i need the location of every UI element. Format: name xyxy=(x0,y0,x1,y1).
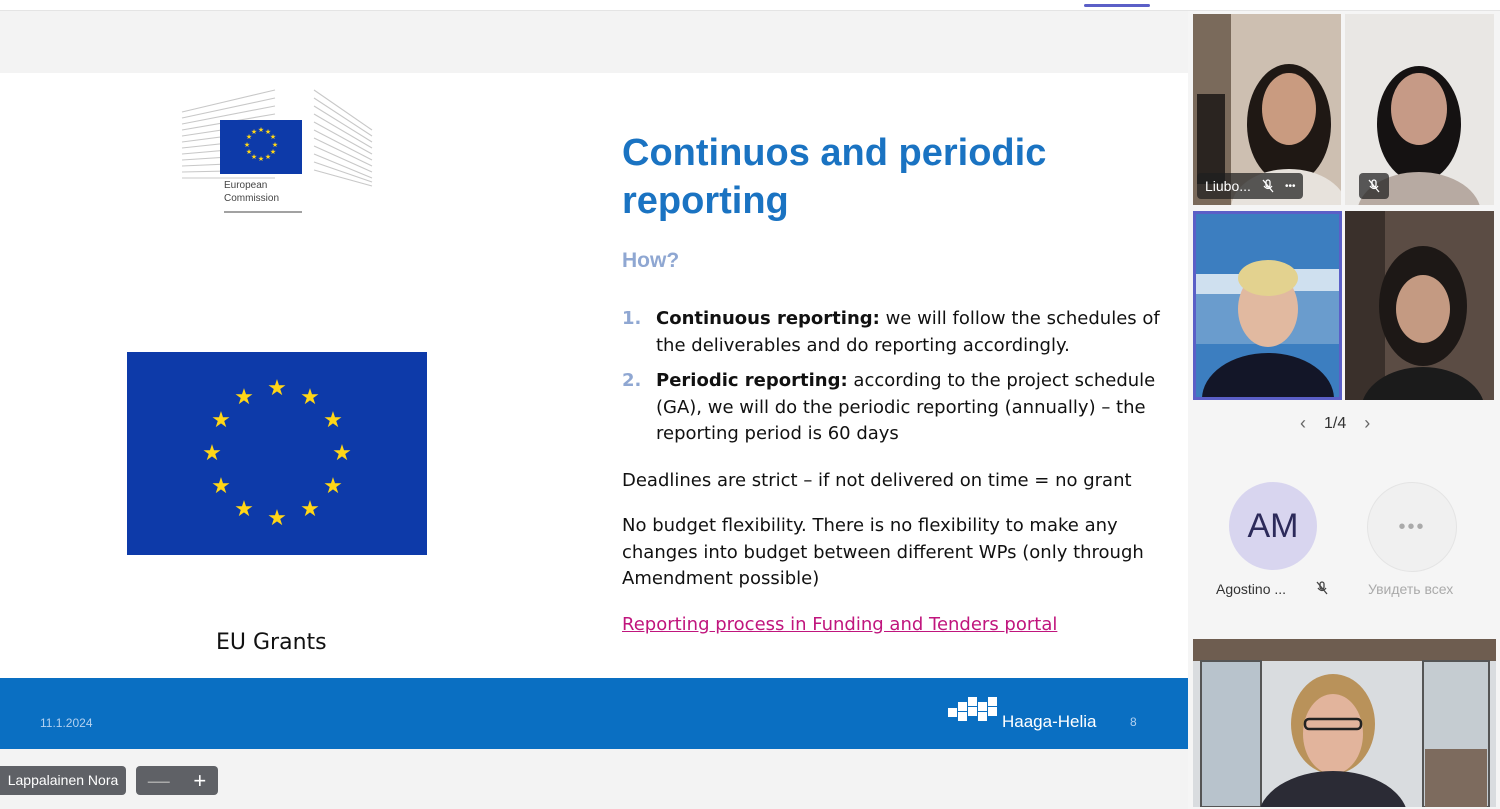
svg-text:★: ★ xyxy=(264,153,272,161)
see-all-label[interactable]: Увидеть всех xyxy=(1368,581,1454,597)
budget-paragraph: No budget flexibility. There is no flexibility to make any changes into budget between different WPs (only through Amendment possible) xyxy=(622,515,1144,589)
slide-body xyxy=(622,306,1162,638)
participant-label xyxy=(1197,173,1303,199)
svg-text:★: ★ xyxy=(211,408,231,433)
mic-muted-icon xyxy=(1367,179,1381,193)
svg-text:★: ★ xyxy=(234,497,254,522)
active-tab-indicator xyxy=(1084,4,1150,7)
svg-text:★: ★ xyxy=(250,128,258,136)
shared-screen-area xyxy=(0,11,1188,809)
svg-text:★: ★ xyxy=(243,141,251,149)
list-number: 1. xyxy=(622,308,642,329)
avatar[interactable]: AM xyxy=(1229,482,1317,570)
svg-text:★: ★ xyxy=(264,128,272,136)
slide-footer xyxy=(0,678,1188,749)
svg-text:★: ★ xyxy=(271,141,279,149)
video-tile[interactable] xyxy=(1345,211,1494,400)
video-tile[interactable] xyxy=(1193,14,1341,205)
top-bar xyxy=(0,0,1500,11)
list-number: 2. xyxy=(622,370,642,391)
ec-logo-line2: Commission xyxy=(224,193,280,204)
slide-title: Continuos and periodic reporting xyxy=(622,132,1047,222)
list-item-text: we will follow the schedules of the deliverables and do reporting accordingly. xyxy=(656,308,1160,356)
video-tile-active-speaker[interactable] xyxy=(1193,211,1342,400)
list-item-heading: Periodic reporting: xyxy=(656,370,848,391)
participants-pager xyxy=(1300,413,1370,434)
slide-page-number: 8 xyxy=(1130,715,1137,729)
more-options-icon[interactable]: ••• xyxy=(1284,180,1296,192)
prev-page-button[interactable]: ‹ xyxy=(1300,413,1306,433)
svg-text:★: ★ xyxy=(300,385,320,410)
svg-text:★: ★ xyxy=(234,385,254,410)
svg-text:★: ★ xyxy=(211,474,231,499)
presenter-name-label: Lappalainen Nora xyxy=(0,766,126,795)
participant-label xyxy=(1359,173,1389,199)
see-all-button[interactable]: ••• xyxy=(1367,482,1457,572)
eu-flag xyxy=(127,352,427,555)
avatar-name: Agostino ... xyxy=(1216,581,1287,597)
list-item-heading: Continuous reporting: xyxy=(656,308,880,329)
european-commission-logo xyxy=(180,87,374,215)
list-item xyxy=(622,306,1162,359)
participant-video-feed xyxy=(1193,639,1496,807)
reporting-process-link[interactable]: Reporting process in Funding and Tenders portal xyxy=(622,613,1058,635)
list-item xyxy=(622,368,1162,448)
ec-logo-line1: European xyxy=(224,180,268,191)
svg-text:★: ★ xyxy=(250,153,258,161)
next-page-button[interactable]: › xyxy=(1364,413,1371,433)
participants-panel xyxy=(1188,11,1500,809)
list-item-text: according to the project schedule (GA), we will do the periodic reporting (annually) – the reporting period is 60 days xyxy=(656,370,1156,444)
mic-muted-icon xyxy=(1261,179,1275,193)
svg-text:★: ★ xyxy=(267,376,287,401)
svg-text:★: ★ xyxy=(245,148,253,156)
footer-brand-name: Haaga-Helia xyxy=(1002,712,1097,731)
participant-video-feed xyxy=(1196,214,1339,397)
presentation-slide xyxy=(0,73,1188,749)
svg-text:★: ★ xyxy=(300,497,320,522)
zoom-out-button[interactable]: — xyxy=(147,767,170,793)
svg-text:★: ★ xyxy=(202,441,222,466)
svg-text:★: ★ xyxy=(323,474,343,499)
mic-muted-icon xyxy=(1315,581,1329,595)
svg-text:★: ★ xyxy=(257,126,265,134)
svg-text:★: ★ xyxy=(245,133,253,141)
participant-video-feed xyxy=(1345,211,1494,400)
eu-grants-caption: EU Grants xyxy=(216,630,327,655)
svg-text:★: ★ xyxy=(269,148,277,156)
svg-text:★: ★ xyxy=(257,155,265,163)
svg-text:★: ★ xyxy=(269,133,277,141)
svg-text:★: ★ xyxy=(323,408,343,433)
haaga-helia-mark-icon xyxy=(948,696,1000,726)
zoom-in-button[interactable]: + xyxy=(193,767,207,793)
svg-text:★: ★ xyxy=(332,441,352,466)
page-indicator: 1/4 xyxy=(1324,414,1347,432)
video-tile[interactable] xyxy=(1345,14,1494,205)
deadline-paragraph: Deadlines are strict – if not delivered on time = no grant xyxy=(622,469,1132,491)
self-view-video[interactable] xyxy=(1193,639,1496,807)
footer-date: 11.1.2024 xyxy=(40,716,93,730)
svg-text:★: ★ xyxy=(267,506,287,531)
zoom-controls xyxy=(136,766,218,795)
haaga-helia-logo xyxy=(948,696,1097,731)
slide-subtitle: How? xyxy=(622,249,680,272)
participant-name: Liubo... xyxy=(1205,178,1251,194)
